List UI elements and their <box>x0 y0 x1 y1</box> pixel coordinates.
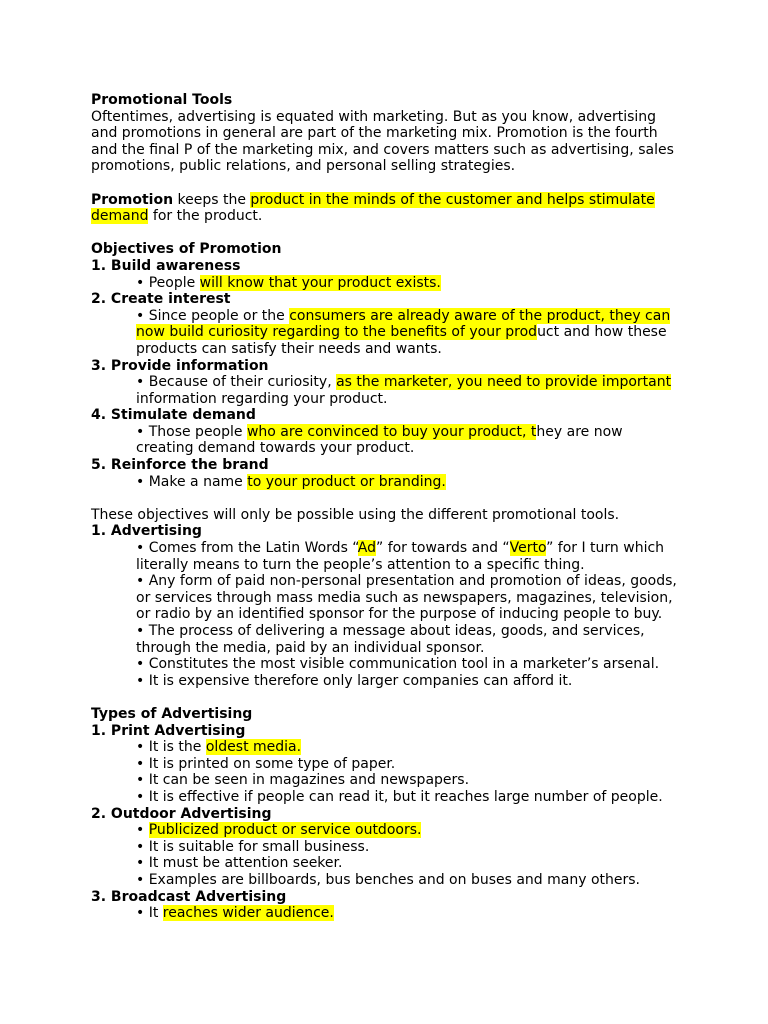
text-run: • It is suitable for small business. <box>136 838 370 855</box>
text-run: and promotions in general are part of the marketing mix. Promotion is the fourth <box>91 125 658 142</box>
paragraph-line <box>91 142 691 159</box>
bullet-line <box>91 424 691 441</box>
text-run: or radio by an identified sponsor for the purpose of inducing people to buy. <box>136 606 663 623</box>
heading-line <box>91 241 691 258</box>
text-run: for the product. <box>148 208 263 225</box>
heading-line <box>91 457 691 474</box>
text-run: • Because of their curiosity, <box>136 374 337 391</box>
highlighted-text: Publicized product or service outdoors. <box>148 822 422 839</box>
heading-line <box>91 92 691 109</box>
text-run: • It <box>136 905 163 922</box>
blank-line <box>91 490 691 507</box>
text-run: • Since people or the <box>136 307 290 324</box>
highlighted-text: who are convinced to buy your product, t <box>246 423 537 440</box>
bullet-line <box>91 739 691 756</box>
bullet-line <box>91 573 691 590</box>
text-run: • It is the <box>136 739 206 756</box>
document-page <box>91 92 691 922</box>
heading-line <box>91 806 691 823</box>
text-run: ” for towards and “ <box>375 540 510 557</box>
bullet-line <box>91 391 691 408</box>
blank-line <box>91 175 691 192</box>
text-run: 4. Stimulate demand <box>91 407 256 424</box>
text-run: • Make a name <box>136 473 248 490</box>
text-run: • Any form of paid non-personal presentation and promotion of ideas, goods, <box>136 573 677 590</box>
paragraph-line <box>91 192 691 209</box>
text-run: • <box>136 822 149 839</box>
bullet-line <box>91 656 691 673</box>
heading-line <box>91 523 691 540</box>
bullet-line <box>91 606 691 623</box>
text-run: or services through mass media such as newspapers, magazines, television, <box>136 589 673 606</box>
paragraph-line <box>91 507 691 524</box>
text-run: • It is expensive therefore only larger companies can afford it. <box>136 672 573 689</box>
heading-line <box>91 706 691 723</box>
text-run: • Constitutes the most visible communication tool in a marketer’s arsenal. <box>136 656 660 673</box>
highlighted-text: demand <box>91 208 149 225</box>
text-run: 1. Print Advertising <box>91 722 246 739</box>
text-run: 1. Advertising <box>91 523 202 540</box>
blank-line <box>91 225 691 242</box>
text-run: 2. Outdoor Advertising <box>91 805 272 822</box>
bullet-line <box>91 557 691 574</box>
bullet-line <box>91 440 691 457</box>
heading-line <box>91 723 691 740</box>
highlighted-text: oldest media. <box>205 739 302 756</box>
text-run: Promotion <box>91 191 174 208</box>
text-run: • Those people <box>136 423 247 440</box>
heading-line <box>91 358 691 375</box>
text-run: creating demand towards your product. <box>136 440 415 457</box>
text-run: Objectives of Promotion <box>91 241 282 258</box>
heading-line <box>91 291 691 308</box>
text-run: 1. Build awareness <box>91 257 241 274</box>
text-run: ” for I turn which <box>546 540 665 557</box>
text-run: keeps the <box>173 191 251 208</box>
highlighted-text: to your product or branding. <box>247 473 446 490</box>
bullet-line <box>91 308 691 325</box>
bullet-line <box>91 623 691 640</box>
highlighted-text: as the marketer, you need to provide important <box>336 374 672 391</box>
text-run: uct and how these <box>537 324 667 341</box>
text-run: Types of Advertising <box>91 705 253 722</box>
bullet-line <box>91 590 691 607</box>
text-run: These objectives will only be possible using the different promotional tools. <box>91 506 620 523</box>
bullet-line <box>91 905 691 922</box>
bullet-line <box>91 341 691 358</box>
highlighted-text: product in the minds of the customer and helps stimulate <box>250 191 655 208</box>
bullet-line <box>91 772 691 789</box>
text-run: and the final P of the marketing mix, and covers matters such as advertising, sales <box>91 141 674 158</box>
bullet-line <box>91 640 691 657</box>
text-run: Oftentimes, advertising is equated with marketing. But as you know, advertising <box>91 108 657 125</box>
text-run: • It can be seen in magazines and newspapers. <box>136 772 470 789</box>
bullet-line <box>91 855 691 872</box>
text-run: 5. Reinforce the brand <box>91 457 269 474</box>
text-run: • Examples are billboards, bus benches and on buses and many others. <box>136 871 641 888</box>
heading-line <box>91 889 691 906</box>
text-run: Promotional Tools <box>91 92 233 108</box>
text-run: • People <box>136 274 200 291</box>
bullet-line <box>91 839 691 856</box>
text-run: • It must be attention seeker. <box>136 855 343 872</box>
text-run: 3. Broadcast Advertising <box>91 888 287 905</box>
paragraph-line <box>91 125 691 142</box>
bullet-line <box>91 756 691 773</box>
bullet-line <box>91 275 691 292</box>
heading-line <box>91 407 691 424</box>
blank-line <box>91 689 691 706</box>
text-run: 2. Create interest <box>91 291 231 308</box>
highlighted-text: consumers are already aware of the product, they can <box>289 307 671 324</box>
bullet-line <box>91 822 691 839</box>
highlighted-text: now build curiosity regarding to the benefits of your prod <box>136 324 538 341</box>
highlighted-text: Ad <box>357 540 376 557</box>
text-run: promotions, public relations, and personal selling strategies. <box>91 158 516 175</box>
bullet-line <box>91 540 691 557</box>
highlighted-text: Verto <box>509 540 547 557</box>
text-run: products can satisfy their needs and wants. <box>136 340 442 357</box>
text-run: • Comes from the Latin Words “ <box>136 540 358 557</box>
bullet-line <box>91 673 691 690</box>
bullet-line <box>91 789 691 806</box>
bullet-line <box>91 374 691 391</box>
text-run: hey are now <box>536 423 623 440</box>
highlighted-text: reaches wider audience. <box>162 905 334 922</box>
bullet-line <box>91 324 691 341</box>
heading-line <box>91 258 691 275</box>
text-run: • The process of delivering a message about ideas, goods, and services, <box>136 623 645 639</box>
text-run: • It is printed on some type of paper. <box>136 755 396 772</box>
text-run: through the media, paid by an individual sponsor. <box>136 639 485 656</box>
text-run: information regarding your product. <box>136 390 388 407</box>
paragraph-line <box>91 109 691 126</box>
paragraph-line <box>91 208 691 225</box>
paragraph-line <box>91 158 691 175</box>
text-run: literally means to turn the people’s attention to a specific thing. <box>136 556 585 573</box>
bullet-line <box>91 872 691 889</box>
highlighted-text: will know that your product exists. <box>199 274 441 291</box>
bullet-line <box>91 474 691 491</box>
text-run: 3. Provide information <box>91 357 269 374</box>
text-run: • It is effective if people can read it, but it reaches large number of people. <box>136 788 663 805</box>
